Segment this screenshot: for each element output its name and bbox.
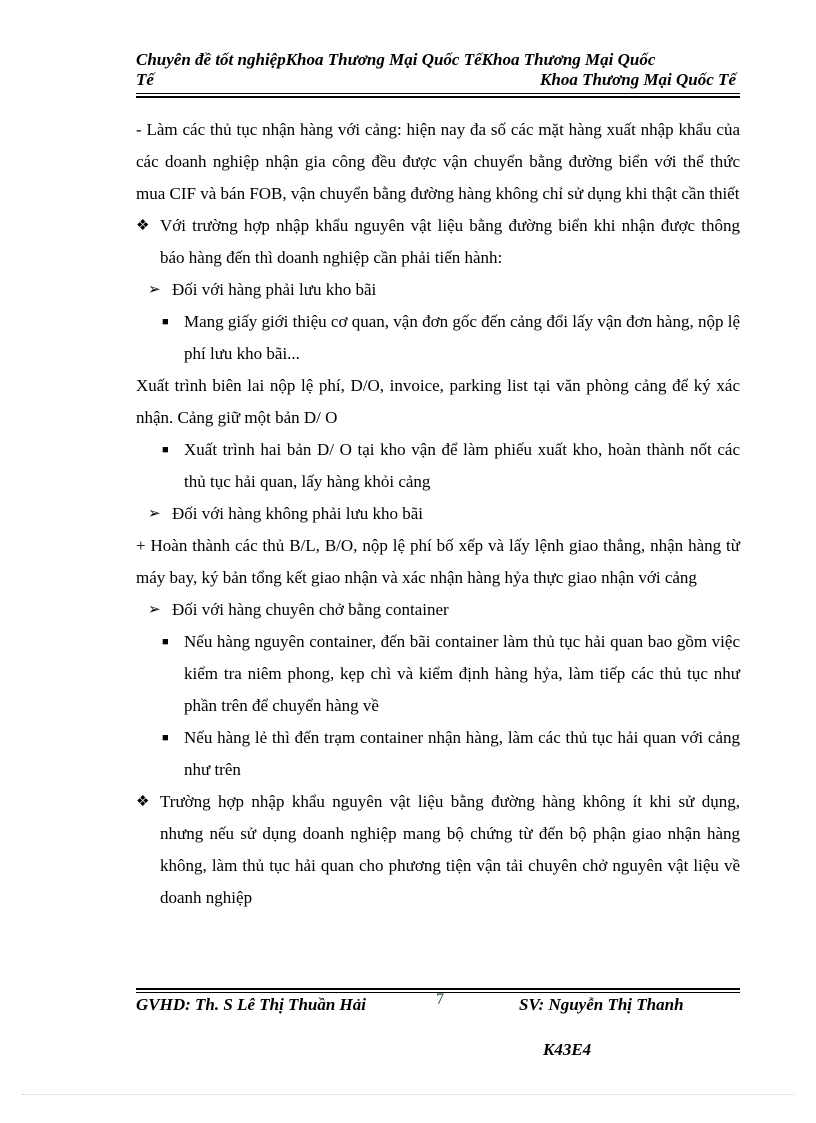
header-line-2-left: Tế xyxy=(136,70,154,89)
bullet-text: Với trường hợp nhập khẩu nguyên vật liệu bằng đường biển khi nhận được thông báo hàng đến thì doanh nghiệp cần phải tiến hành: xyxy=(160,216,740,267)
square-bullet-icon: ■ xyxy=(162,732,169,744)
square-item-documents xyxy=(136,306,740,370)
paragraph-bl-bo: + Hoàn thành các thủ B/L, B/O, nộp lệ phí bố xếp và lấy lệnh giao thẳng, nhận hàng từ máy bay, ký bản tổng kết giao nhận và xác nhận hàng hỷa thực giao nhận với cảng xyxy=(136,536,740,587)
paragraph-receipt: Xuất trình biên lai nộp lệ phí, D/O, invoice, parking list tại văn phòng cảng để ký xác nhận. Cảng giữ một bản D/ O xyxy=(136,376,740,427)
footer-student: SV: Nguyễn Thị Thanh xyxy=(519,995,684,1014)
document-body xyxy=(136,114,740,914)
paragraph-port-procedures: - Làm các thủ tục nhận hàng với cảng: hiện nay đa số các mặt hàng xuất nhập khẩu của các doanh nghiệp nhận gia công đều được vận chuyển bằng đường biển với thể thức mua CIF và bán FOB, vận chuyển bằng đường hàng không chỉ sử dụng khi thật cần thiết xyxy=(136,120,740,203)
bullet-air-import xyxy=(136,786,740,914)
square-bullet-icon: ■ xyxy=(162,444,169,456)
arrow-bullet-icon: ➢ xyxy=(148,602,161,618)
arrow-item-text: Đối với hàng không phải lưu kho bãi xyxy=(172,504,423,523)
square-item-text: Nếu hàng lẻ thì đến trạm container nhận hàng, làm các thủ tục hải quan với cảng như trên xyxy=(184,728,740,779)
square-item-text: Xuất trình hai bản D/ O tại kho vận để làm phiếu xuất kho, hoàn thành nốt các thủ tục hải quan, lấy hàng khỏi cảng xyxy=(184,440,740,491)
square-bullet-icon: ■ xyxy=(162,636,169,648)
page-number: 7 xyxy=(436,991,444,1008)
square-item-full-container xyxy=(136,626,740,722)
arrow-item-container xyxy=(136,594,740,626)
square-bullet-icon: ■ xyxy=(162,316,169,328)
arrow-item-text: Đối với hàng phải lưu kho bãi xyxy=(172,280,377,299)
footer-class: K43E4 xyxy=(543,1040,592,1059)
diamond-bullet-icon: ❖ xyxy=(136,218,150,234)
header-line-2-right: Khoa Thương Mại Quốc Tế xyxy=(540,70,736,89)
square-item-lcl xyxy=(136,722,740,786)
arrow-item-no-warehouse xyxy=(136,498,740,530)
arrow-item-text: Đối với hàng chuyên chở bằng container xyxy=(172,600,449,619)
arrow-item-warehouse xyxy=(136,274,740,306)
footer-rule-thick xyxy=(136,988,740,990)
arrow-bullet-icon: ➢ xyxy=(148,282,161,298)
arrow-bullet-icon: ➢ xyxy=(148,506,161,522)
page-edge-divider xyxy=(22,1094,794,1095)
footer-advisor: GVHD: Th. S Lê Thị Thuần Hải xyxy=(136,995,367,1014)
square-item-text: Mang giấy giới thiệu cơ quan, vận đơn gốc đến cảng đổi lấy vận đơn hàng, nộp lệ phí lưu kho bãi... xyxy=(184,312,740,363)
page-header xyxy=(136,50,740,89)
bullet-text: Trường hợp nhập khẩu nguyên vật liệu bằng đường hàng không ít khi sử dụng, nhưng nếu sử dụng doanh nghiệp mang bộ chứng từ đến bộ phận giao nhận hàng không, làm thủ tục hải quan cho phương tiện vận tải chuyên chở nguyên vật liệu về doanh nghiệp xyxy=(160,792,740,907)
header-rule-thick xyxy=(136,96,740,98)
square-item-delivery-order xyxy=(136,434,740,498)
header-line-1: Chuyên đề tốt nghiệpKhoa Thương Mại Quốc TếKhoa Thương Mại Quốc xyxy=(136,50,656,69)
diamond-bullet-icon: ❖ xyxy=(136,794,150,810)
bullet-sea-import xyxy=(136,210,740,274)
header-rule-thin xyxy=(136,93,740,94)
square-item-text: Nếu hàng nguyên container, đến bãi container làm thủ tục hải quan bao gồm việc kiểm tra niêm phong, kẹp chì và kiểm định hàng hỷa, làm tiếp các thủ tục như phần trên để chuyển hàng về xyxy=(184,632,740,715)
